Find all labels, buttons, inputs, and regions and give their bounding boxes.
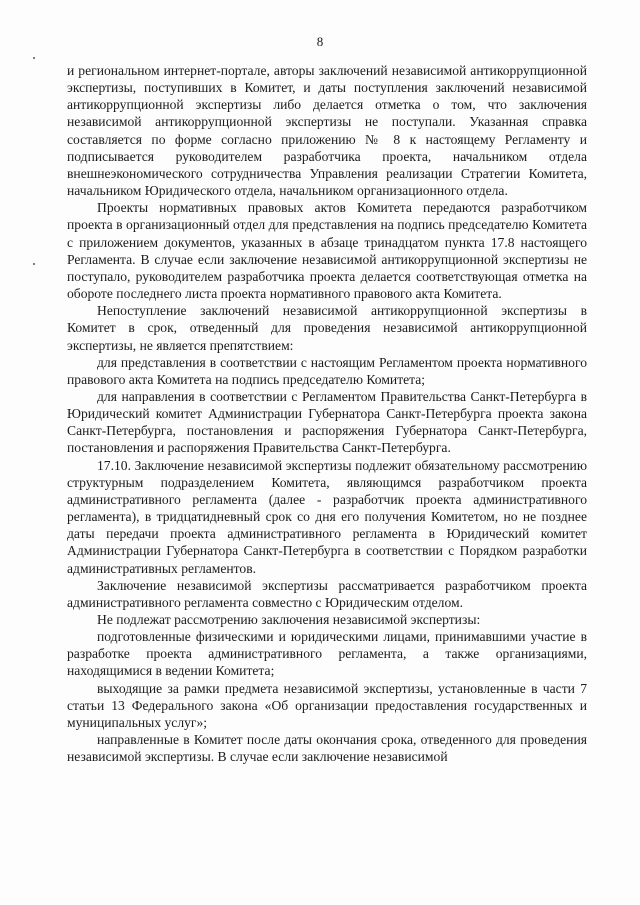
paragraph-6: 17.10. Заключение независимой экспертизы подлежит обязательному рассмотрению структурным подразделением Комитета, являющимся разработчиком проекта административного регламента (далее - разработчик проекта административного регламента), в тридцатидневный срок со дня его получения Комитетом, но не позднее даты передачи проекта административного регламента в Юридический комитет Администрации Губернатора Санкт-Петербурга в соответствии с Порядком разработки административных регламентов. (67, 457, 587, 576)
paragraph-1: и региональном интернет-портале, авторы заключений независимой антикоррупционной экспертизы, поступивших в Комитет, и даты поступления заключений независимой антикоррупционной экспертизы либо делается отметка о том, что заключения независимой антикоррупционной экспертизы не поступали. Указанная справка составляется по форме согласно приложению № 8 к настоящему Регламенту и подписывается руководителем разработчика проекта, начальником отдела внешнеэкономического сотрудничества Управления реализации Стратегии Комитета, начальником Юридического отдела, начальником организационного отдела. (67, 63, 587, 199)
scan-speck (33, 263, 35, 265)
paragraph-4: для представления в соответствии с настоящим Регламентом проекта нормативного правового акта Комитета на подпись председателю Комитета; (67, 354, 587, 387)
paragraph-11: направленные в Комитет после даты окончания срока, отведенного для проведения независимой экспертизы. В случае если заключение независимой (67, 732, 587, 765)
paragraph-2: Проекты нормативных правовых актов Комитета передаются разработчиком проекта в организационный отдел для представления на подпись председателю Комитета с приложением документов, указанных в абзаце тринадцатом пункта 17.8 настоящего Регламента. В случае если заключение независимой антикоррупционной экспертизы не поступало, руководителем разработчика проекта делается соответствующая отметка на обороте последнего листа проекта нормативного правового акта Комитета. (67, 200, 587, 302)
paragraph-3: Непоступление заключений независимой антикоррупционной экспертизы в Комитет в срок, отведенный для проведения независимой антикоррупционной экспертизы, не является препятствием: (67, 303, 587, 353)
paragraph-7: Заключение независимой экспертизы рассматривается разработчиком проекта административного регламента совместно с Юридическим отделом. (67, 577, 587, 610)
paragraph-10: выходящие за рамки предмета независимой экспертизы, установленные в части 7 статьи 13 Федерального закона «Об организации предоставления государственных и муниципальных услуг»; (67, 680, 587, 730)
paragraph-9: подготовленные физическими и юридическими лицами, принимавшими участие в разработке проекта административного регламента, а также организациями, находящимися в ведении Комитета; (67, 629, 587, 679)
scan-speck (33, 57, 35, 59)
paragraph-5: для направления в соответствии с Регламентом Правительства Санкт-Петербурга в Юридический комитет Администрации Губернатора Санкт-Петербурга проекта закона Санкт-Петербурга, постановления и распоряжения Губернатора Санкт-Петербурга, постановления и распоряжения Правительства Санкт-Петербурга. (67, 388, 587, 456)
page-number: 8 (316, 34, 324, 49)
document-body (67, 62, 587, 765)
paragraph-8: Не подлежат рассмотрению заключения независимой экспертизы: (97, 612, 481, 627)
